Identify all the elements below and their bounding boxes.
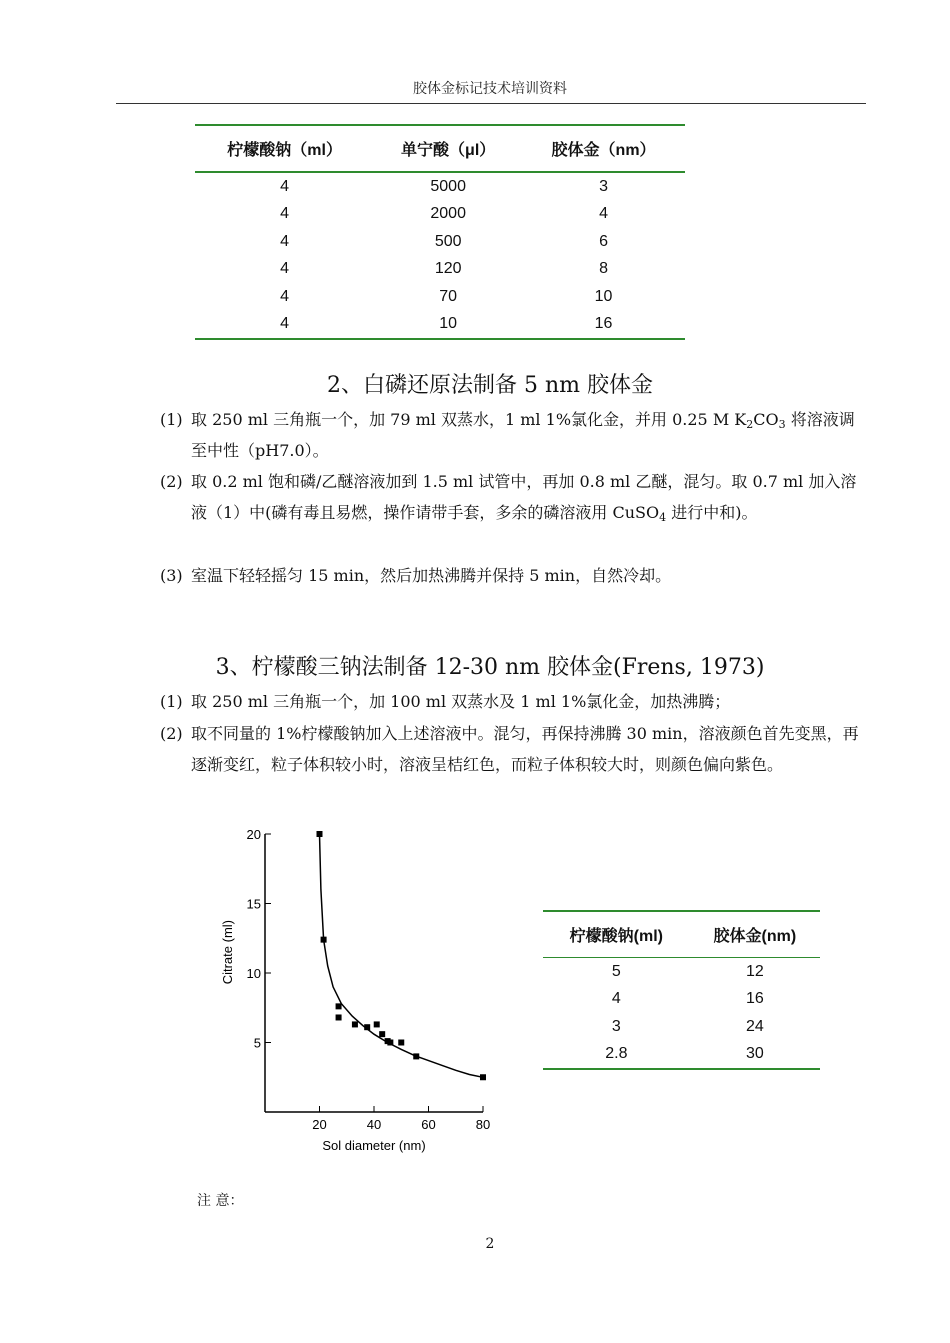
item-text: 取不同量的 1%柠檬酸钠加入上述溶液中。混匀，再保持沸腾 30 min，溶液颜色首先变黑，再逐渐变红，粒子体积较小时，溶液呈桔红色，而粒子体积较大时，则颜色偏向紫色。 xyxy=(191,724,859,774)
table-cell: 2000 xyxy=(430,205,466,223)
header-rule xyxy=(116,103,866,104)
chart-axes xyxy=(265,834,483,1112)
section-3-title: 3、柠檬酸三钠法制备 12-30 nm 胶体金(Frens, 1973) xyxy=(215,655,765,680)
text-run: 取 250 ml 三角瓶一个，加 79 ml 双蒸水，1 ml 1%氯化金，并用 0.25 M K xyxy=(191,410,747,429)
table-cell: 4 xyxy=(599,205,608,223)
page-number: 2 xyxy=(485,1236,495,1252)
table-cell: 4 xyxy=(611,990,621,1008)
table-header-row xyxy=(195,125,685,172)
text-run: 将溶液调至中性（pH7.0）。 xyxy=(191,410,855,460)
item-number: (2) xyxy=(160,472,183,491)
table-cell: 70 xyxy=(439,287,458,305)
table-row xyxy=(543,1041,820,1070)
table-cell: 30 xyxy=(745,1045,764,1063)
citrate-vs-diameter-chart xyxy=(210,818,510,1163)
section-3-item-1 xyxy=(160,686,865,717)
item-number: (1) xyxy=(160,692,183,711)
y-tick-label: 10 xyxy=(246,966,261,981)
text-run: 进行中和)。 xyxy=(666,503,758,522)
section-2-item-1 xyxy=(160,404,865,466)
table-cell: 16 xyxy=(594,315,613,333)
data-point xyxy=(374,1021,380,1027)
text-run: CO xyxy=(753,410,779,429)
table-cell: 10 xyxy=(439,315,458,333)
table-cell: 5 xyxy=(611,962,621,980)
y-axis-label: Citrate (ml) xyxy=(220,920,235,985)
table-cell: 8 xyxy=(599,260,608,278)
item-number: (3) xyxy=(160,566,183,585)
item-text: 室温下轻轻摇匀 15 min，然后加热沸腾并保持 5 min，自然冷却。 xyxy=(191,566,672,585)
table-row xyxy=(195,201,685,229)
data-point xyxy=(413,1053,419,1059)
data-point xyxy=(387,1040,393,1046)
data-point xyxy=(398,1040,404,1046)
table-row xyxy=(195,311,685,340)
table-cell: 3 xyxy=(611,1017,621,1035)
subscript: 3 xyxy=(778,418,786,431)
item-text: 取 250 ml 三角瓶一个，加 100 ml 双蒸水及 1 ml 1%氯化金，加热沸腾； xyxy=(191,692,731,711)
data-point xyxy=(352,1021,358,1027)
table-row xyxy=(543,986,820,1014)
table-cell: 4 xyxy=(280,232,290,250)
citrate-table xyxy=(543,910,820,1070)
table-cell: 4 xyxy=(280,287,290,305)
subscript: 4 xyxy=(659,511,667,524)
column-header: 柠檬酸钠（ml） xyxy=(195,125,374,172)
chart-ticks xyxy=(247,827,491,1132)
table-row xyxy=(195,228,685,256)
column-header: 胶体金（nm） xyxy=(522,125,685,172)
y-tick-label: 5 xyxy=(253,1035,261,1051)
column-header: 单宁酸（μl） xyxy=(374,125,522,172)
table-cell: 4 xyxy=(280,205,290,223)
table-cell: 3 xyxy=(599,177,608,195)
x-tick-label: 60 xyxy=(421,1117,436,1132)
subscript: 2 xyxy=(746,418,754,431)
table-cell: 2.8 xyxy=(605,1045,628,1063)
section-2-title: 2、白磷还原法制备 5 nm 胶体金 xyxy=(326,373,653,398)
data-point xyxy=(317,831,323,837)
tannic-acid-table xyxy=(195,124,685,340)
table-row xyxy=(543,1013,820,1041)
table-row xyxy=(195,172,685,201)
data-point xyxy=(336,1014,342,1020)
data-point xyxy=(480,1074,486,1080)
table-cell: 10 xyxy=(594,287,613,305)
table-cell: 24 xyxy=(745,1017,764,1035)
y-tick-label: 20 xyxy=(246,827,261,842)
data-point xyxy=(379,1031,385,1037)
table-cell: 500 xyxy=(434,232,462,250)
table-cell: 5000 xyxy=(430,177,466,195)
section-3-item-2 xyxy=(160,718,865,780)
note-label: 注 意： xyxy=(197,1193,244,1209)
column-header: 胶体金(nm) xyxy=(690,911,820,958)
data-point xyxy=(321,937,327,943)
table-header-row xyxy=(543,911,820,958)
table-cell: 120 xyxy=(434,260,462,278)
data-point xyxy=(336,1003,342,1009)
text-run: 取 0.2 ml 饱和磷/乙醚溶液加到 1.5 ml 试管中，再加 0.8 ml 乙醚，混匀。取 0.7 ml 加入溶液（1）中(磷有毒且易燃，操作请带手套，多余的磷溶液用 CuSO xyxy=(191,472,857,522)
data-point xyxy=(364,1024,370,1030)
table-row xyxy=(543,958,820,986)
table-cell: 6 xyxy=(599,232,608,250)
chart-points xyxy=(317,831,487,1080)
item-text xyxy=(191,466,865,528)
table-cell: 4 xyxy=(280,177,290,195)
table-cell: 16 xyxy=(745,990,764,1008)
table-cell: 4 xyxy=(280,260,290,278)
x-axis-label: Sol diameter (nm) xyxy=(322,1138,426,1153)
section-2-item-2 xyxy=(160,466,865,528)
table-row xyxy=(195,283,685,311)
item-number: (1) xyxy=(160,410,183,429)
item-number: (2) xyxy=(160,724,183,743)
table-cell: 12 xyxy=(745,962,764,980)
x-tick-label: 20 xyxy=(312,1117,327,1132)
item-text xyxy=(191,404,865,466)
x-tick-label: 40 xyxy=(366,1117,382,1132)
y-tick-label: 15 xyxy=(246,896,261,912)
section-2-item-3 xyxy=(160,560,865,591)
table-row xyxy=(195,256,685,284)
page-header-title: 胶体金标记技术培训资料 xyxy=(413,81,567,97)
column-header: 柠檬酸钠(ml) xyxy=(543,911,690,958)
x-tick-label: 80 xyxy=(475,1117,491,1132)
table-cell: 4 xyxy=(280,315,290,333)
